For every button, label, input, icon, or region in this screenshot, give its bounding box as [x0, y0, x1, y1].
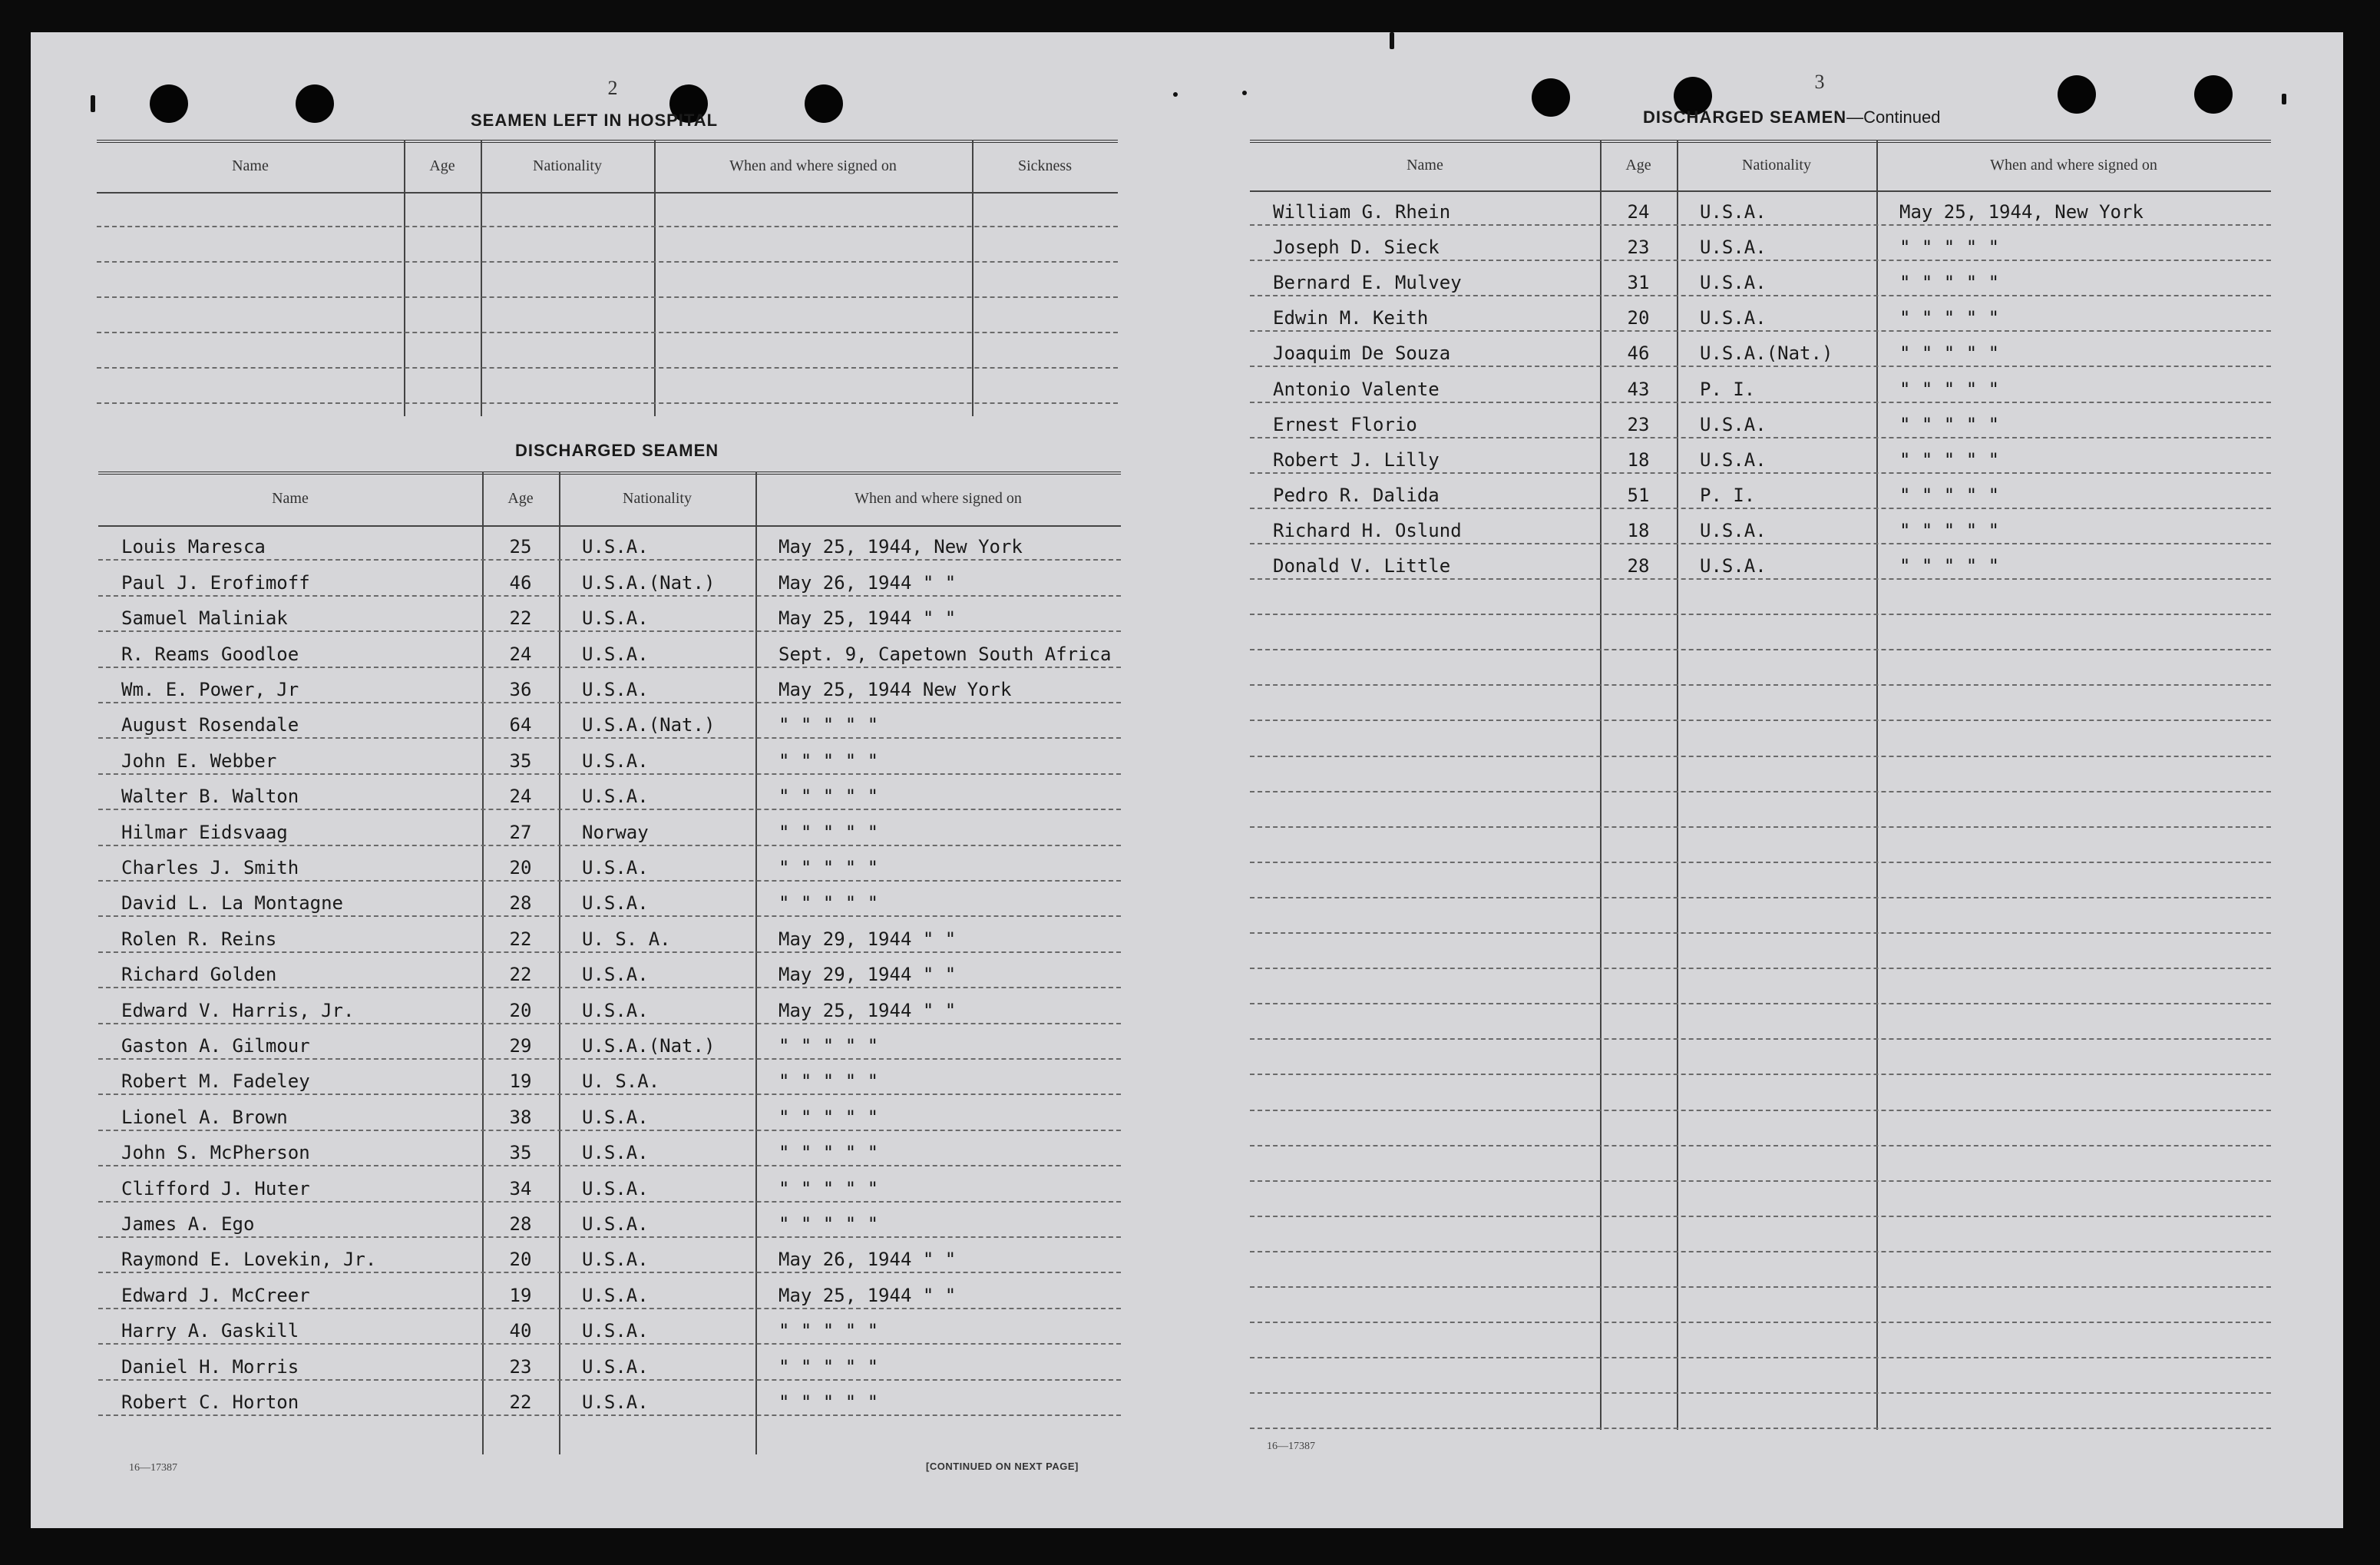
- seaman-age: 19: [509, 1070, 532, 1093]
- empty-row: [97, 298, 1118, 333]
- seaman-nationality: U.S.A.: [582, 536, 649, 558]
- empty-row: [1250, 863, 2271, 898]
- empty-row: [1250, 580, 2271, 615]
- seaman-age: 24: [1627, 201, 1650, 223]
- seaman-name: John S. McPherson: [121, 1142, 310, 1164]
- seaman-name: Edward V. Harris, Jr.: [121, 999, 355, 1021]
- table-row: [1250, 403, 2271, 438]
- seaman-nationality: U.S.A.: [582, 786, 649, 808]
- seaman-nationality: U.S.A.: [582, 1355, 649, 1378]
- column-header-age: Age: [429, 157, 455, 174]
- seaman-age: 27: [509, 821, 532, 843]
- seaman-age: 22: [509, 607, 532, 630]
- empty-row: [1250, 1040, 2271, 1075]
- seaman-name: Robert J. Lilly: [1273, 448, 1440, 471]
- empty-row: [1250, 1252, 2271, 1288]
- seaman-signed-on: " " " " ": [778, 1391, 879, 1413]
- seaman-signed-on: " " " " ": [1899, 342, 2000, 365]
- seaman-signed-on: May 26, 1944 " ": [778, 1249, 957, 1271]
- seaman-nationality: U.S.A.: [582, 1142, 649, 1164]
- table-row: [98, 525, 1121, 561]
- seaman-nationality: U.S.A.: [1700, 237, 1767, 259]
- seaman-nationality: U.S.A.: [1700, 307, 1767, 329]
- column-header-sickness: Sickness: [1018, 157, 1072, 174]
- seaman-age: 46: [1627, 342, 1650, 365]
- seaman-nationality: U.S.A.: [582, 607, 649, 630]
- table-row: [98, 846, 1121, 882]
- empty-row: [97, 227, 1118, 263]
- seaman-signed-on: " " " " ": [778, 821, 879, 843]
- seaman-nationality: Norway: [582, 821, 649, 843]
- seaman-name: Joseph D. Sieck: [1273, 237, 1440, 259]
- page-number: 3: [1814, 71, 1825, 93]
- table-row: [98, 1060, 1121, 1095]
- table-row: [1250, 474, 2271, 509]
- seaman-name: Samuel Maliniak: [121, 607, 288, 630]
- discharged-table: [98, 471, 1121, 1454]
- seaman-age: 18: [1627, 519, 1650, 541]
- seaman-name: Walter B. Walton: [121, 786, 299, 808]
- seaman-nationality: U.S.A.: [1700, 448, 1767, 471]
- empty-row: [1250, 1111, 2271, 1146]
- table-row: [98, 561, 1121, 596]
- table-row: [98, 917, 1121, 952]
- seaman-nationality: U.S.A.: [1700, 413, 1767, 435]
- seaman-age: 24: [509, 643, 532, 665]
- empty-row: [97, 369, 1118, 404]
- seaman-age: 38: [509, 1106, 532, 1128]
- seaman-name: John E. Webber: [121, 749, 277, 772]
- table-row: [98, 668, 1121, 703]
- seaman-nationality: U.S.A.: [582, 999, 649, 1021]
- seaman-signed-on: May 25, 1944 " ": [778, 999, 957, 1021]
- seaman-age: 28: [509, 892, 532, 915]
- seaman-age: 35: [509, 1142, 532, 1164]
- seaman-age: 46: [509, 571, 532, 594]
- seaman-signed-on: " " " " ": [1899, 272, 2000, 294]
- column-header-signed-on: When and where signed on: [729, 157, 897, 174]
- seaman-signed-on: " " " " ": [778, 1070, 879, 1093]
- seaman-name: August Rosendale: [121, 714, 299, 736]
- seaman-age: 20: [509, 999, 532, 1021]
- seaman-name: Gaston A. Gilmour: [121, 1034, 310, 1057]
- empty-row: [97, 333, 1118, 369]
- seaman-signed-on: " " " " ": [1899, 237, 2000, 259]
- seaman-name: Richard Golden: [121, 964, 277, 986]
- seaman-signed-on: May 25, 1944, New York: [1899, 201, 2144, 223]
- page-number: 2: [607, 77, 618, 99]
- table-row: [98, 1345, 1121, 1380]
- empty-row: [1250, 1146, 2271, 1182]
- section-title-suffix: —Continued: [1846, 108, 1941, 127]
- seaman-signed-on: " " " " ": [778, 1034, 879, 1057]
- seaman-nationality: U.S.A.: [582, 856, 649, 878]
- empty-row: [1250, 898, 2271, 934]
- table-row: [98, 988, 1121, 1024]
- table-row: [98, 597, 1121, 632]
- seaman-age: 36: [509, 678, 532, 700]
- seaman-signed-on: May 25, 1944 " ": [778, 607, 957, 630]
- empty-row: [1250, 828, 2271, 863]
- table-row: [98, 882, 1121, 917]
- seaman-signed-on: " " " " ": [778, 1142, 879, 1164]
- table-row: [1250, 296, 2271, 332]
- table-row: [98, 1095, 1121, 1130]
- seaman-age: 34: [509, 1177, 532, 1199]
- seaman-name: Edward J. McCreer: [121, 1284, 310, 1306]
- seaman-age: 20: [509, 1249, 532, 1271]
- seaman-name: Rolen R. Reins: [121, 928, 277, 950]
- table-row: [1250, 368, 2271, 403]
- seaman-age: 22: [509, 928, 532, 950]
- seaman-name: Harry A. Gaskill: [121, 1320, 299, 1342]
- column-header-nationality: Nationality: [1742, 156, 1811, 174]
- seaman-nationality: U.S.A.: [582, 1320, 649, 1342]
- seaman-nationality: U.S.A.: [582, 1213, 649, 1235]
- seaman-age: 31: [1627, 272, 1650, 294]
- empty-row: [1250, 615, 2271, 650]
- seaman-signed-on: " " " " ": [1899, 307, 2000, 329]
- seaman-age: 35: [509, 749, 532, 772]
- seaman-nationality: U.S.A.: [582, 643, 649, 665]
- seaman-name: Raymond E. Lovekin, Jr.: [121, 1249, 377, 1271]
- seaman-signed-on: May 29, 1944 " ": [778, 964, 957, 986]
- continued-section-title: [1643, 108, 1940, 127]
- seaman-signed-on: " " " " ": [1899, 519, 2000, 541]
- seaman-nationality: U.S.A.: [1700, 519, 1767, 541]
- seaman-age: 29: [509, 1034, 532, 1057]
- seaman-signed-on: " " " " ": [778, 1213, 879, 1235]
- hospital-section-title: SEAMEN LEFT IN HOSPITAL: [471, 111, 719, 130]
- seaman-nationality: U.S.A.(Nat.): [582, 571, 716, 594]
- seaman-nationality: U. S.A.: [582, 1070, 660, 1093]
- table-row: [98, 810, 1121, 845]
- seaman-name: Wm. E. Power, Jr: [121, 678, 299, 700]
- seaman-nationality: U.S.A.: [1700, 555, 1767, 577]
- seaman-nationality: U. S. A.: [582, 928, 671, 950]
- seaman-signed-on: " " " " ": [1899, 378, 2000, 400]
- seaman-signed-on: " " " " ": [778, 856, 879, 878]
- table-row: [1250, 544, 2271, 580]
- table-row: [98, 1203, 1121, 1238]
- seaman-nationality: U.S.A.: [582, 1177, 649, 1199]
- seaman-name: Hilmar Eidsvaag: [121, 821, 288, 843]
- seaman-age: 28: [509, 1213, 532, 1235]
- seaman-signed-on: " " " " ": [778, 786, 879, 808]
- table-row: [98, 703, 1121, 739]
- seaman-age: 43: [1627, 378, 1650, 400]
- empty-row: [1250, 722, 2271, 757]
- table-row: [98, 1131, 1121, 1166]
- seaman-name: R. Reams Goodloe: [121, 643, 299, 665]
- column-header-name: Name: [1407, 156, 1443, 174]
- seaman-nationality: P. I.: [1700, 484, 1756, 506]
- table-row: [1250, 438, 2271, 474]
- table-row: [98, 1238, 1121, 1273]
- table-row: [98, 1166, 1121, 1202]
- seaman-nationality: U.S.A.: [582, 1391, 649, 1413]
- seaman-age: 22: [509, 1391, 532, 1413]
- seaman-signed-on: " " " " ": [1899, 484, 2000, 506]
- seaman-signed-on: May 25, 1944, New York: [778, 536, 1023, 558]
- seaman-nationality: U.S.A.: [582, 1106, 649, 1128]
- seaman-nationality: U.S.A.(Nat.): [582, 714, 716, 736]
- empty-row: [97, 263, 1118, 298]
- column-header-age: Age: [1625, 156, 1651, 174]
- seaman-nationality: U.S.A.: [582, 1249, 649, 1271]
- empty-row: [1250, 1394, 2271, 1429]
- empty-row: [1250, 792, 2271, 828]
- empty-row: [1250, 650, 2271, 686]
- empty-row: [1250, 969, 2271, 1004]
- table-row: [98, 775, 1121, 810]
- seaman-name: James A. Ego: [121, 1213, 255, 1235]
- empty-row: [1250, 757, 2271, 792]
- seaman-signed-on: " " " " ": [778, 749, 879, 772]
- seaman-nationality: U.S.A.(Nat.): [1700, 342, 1833, 365]
- table-row: [1250, 509, 2271, 544]
- seaman-age: 18: [1627, 448, 1650, 471]
- seaman-age: 24: [509, 786, 532, 808]
- section-title-text: DISCHARGED SEAMEN: [1643, 108, 1847, 127]
- seaman-age: 22: [509, 964, 532, 986]
- column-header-signed-on: When and where signed on: [1990, 156, 2157, 174]
- seaman-name: Edwin M. Keith: [1273, 307, 1429, 329]
- seaman-signed-on: " " " " ": [778, 1320, 879, 1342]
- empty-row: [1250, 1323, 2271, 1358]
- table-row: [98, 632, 1121, 667]
- seaman-signed-on: May 25, 1944 " ": [778, 1284, 957, 1306]
- table-row: [98, 1273, 1121, 1309]
- column-header-name: Name: [232, 157, 269, 174]
- seaman-name: Louis Maresca: [121, 536, 266, 558]
- empty-row: [1250, 1358, 2271, 1394]
- hospital-table: [97, 140, 1118, 416]
- seaman-age: 23: [509, 1355, 532, 1378]
- column-header-age: Age: [507, 489, 534, 507]
- empty-row: [1250, 1004, 2271, 1040]
- table-row: [98, 953, 1121, 988]
- table-row: [98, 1024, 1121, 1060]
- column-header-nationality: Nationality: [623, 489, 692, 507]
- seaman-age: 20: [1627, 307, 1650, 329]
- seaman-age: 19: [509, 1284, 532, 1306]
- seaman-age: 23: [1627, 237, 1650, 259]
- empty-row: [1250, 934, 2271, 969]
- seaman-signed-on: " " " " ": [778, 1177, 879, 1199]
- seaman-name: Ernest Florio: [1273, 413, 1417, 435]
- continued-discharged-table: [1250, 140, 2271, 1430]
- seaman-age: 40: [509, 1320, 532, 1342]
- seaman-name: Robert M. Fadeley: [121, 1070, 310, 1093]
- left-page: [31, 32, 1159, 1528]
- seaman-nationality: U.S.A.: [582, 678, 649, 700]
- empty-row: [1250, 1288, 2271, 1323]
- seaman-age: 28: [1627, 555, 1650, 577]
- empty-row: [97, 192, 1118, 227]
- table-row: [1250, 261, 2271, 296]
- continued-note: [CONTINUED ON NEXT PAGE]: [926, 1461, 1079, 1472]
- seaman-name: Pedro R. Dalida: [1273, 484, 1440, 506]
- discharged-section-title: DISCHARGED SEAMEN: [515, 441, 719, 460]
- column-header-nationality: Nationality: [533, 157, 602, 174]
- seaman-name: Bernard E. Mulvey: [1273, 272, 1462, 294]
- seaman-nationality: U.S.A.: [1700, 201, 1767, 223]
- table-row: [1250, 332, 2271, 367]
- seaman-signed-on: " " " " ": [778, 1106, 879, 1128]
- seaman-age: 20: [509, 856, 532, 878]
- seaman-age: 25: [509, 536, 532, 558]
- empty-row: [1250, 1217, 2271, 1252]
- table-row: [98, 739, 1121, 774]
- seaman-signed-on: " " " " ": [778, 1355, 879, 1378]
- seaman-signed-on: " " " " ": [778, 714, 879, 736]
- seaman-signed-on: " " " " ": [778, 892, 879, 915]
- empty-row: [1250, 1076, 2271, 1111]
- column-header-signed-on: When and where signed on: [854, 489, 1022, 507]
- seaman-nationality: U.S.A.: [582, 892, 649, 915]
- table-row: [1250, 226, 2271, 261]
- seaman-name: Paul J. Erofimoff: [121, 571, 310, 594]
- seaman-signed-on: May 25, 1944 New York: [778, 678, 1012, 700]
- seaman-age: 51: [1627, 484, 1650, 506]
- empty-row: [1250, 1182, 2271, 1217]
- seaman-nationality: U.S.A.(Nat.): [582, 1034, 716, 1057]
- table-row: [1250, 190, 2271, 226]
- seaman-nationality: U.S.A.: [582, 1284, 649, 1306]
- seaman-age: 64: [509, 714, 532, 736]
- seaman-nationality: U.S.A.: [1700, 272, 1767, 294]
- document-sheet: [31, 32, 2343, 1528]
- form-number: 16—17387: [1267, 1441, 1315, 1452]
- seaman-signed-on: " " " " ": [1899, 413, 2000, 435]
- scan-mark: [1173, 92, 1178, 97]
- seaman-name: William G. Rhein: [1273, 201, 1451, 223]
- seaman-nationality: U.S.A.: [582, 964, 649, 986]
- form-number: 16—17387: [129, 1462, 177, 1474]
- seaman-signed-on: May 26, 1944 " ": [778, 571, 957, 594]
- seaman-signed-on: May 29, 1944 " ": [778, 928, 957, 950]
- seaman-name: Donald V. Little: [1273, 555, 1451, 577]
- seaman-name: Richard H. Oslund: [1273, 519, 1462, 541]
- column-header-name: Name: [272, 489, 309, 507]
- empty-row: [1250, 686, 2271, 721]
- seaman-name: Antonio Valente: [1273, 378, 1440, 400]
- seaman-age: 23: [1627, 413, 1650, 435]
- seaman-nationality: U.S.A.: [582, 749, 649, 772]
- table-row: [98, 1309, 1121, 1345]
- seaman-name: Clifford J. Huter: [121, 1177, 310, 1199]
- seaman-signed-on: " " " " ": [1899, 448, 2000, 471]
- seaman-name: Robert C. Horton: [121, 1391, 299, 1413]
- table-row: [98, 1381, 1121, 1416]
- seaman-name: David L. La Montagne: [121, 892, 343, 915]
- seaman-name: Daniel H. Morris: [121, 1355, 299, 1378]
- seaman-name: Charles J. Smith: [121, 856, 299, 878]
- seaman-signed-on: Sept. 9, Capetown South Africa: [778, 643, 1112, 665]
- seaman-nationality: P. I.: [1700, 378, 1756, 400]
- seaman-name: Joaquim De Souza: [1273, 342, 1451, 365]
- seaman-signed-on: " " " " ": [1899, 555, 2000, 577]
- seaman-name: Lionel A. Brown: [121, 1106, 288, 1128]
- right-page: [1244, 32, 2343, 1528]
